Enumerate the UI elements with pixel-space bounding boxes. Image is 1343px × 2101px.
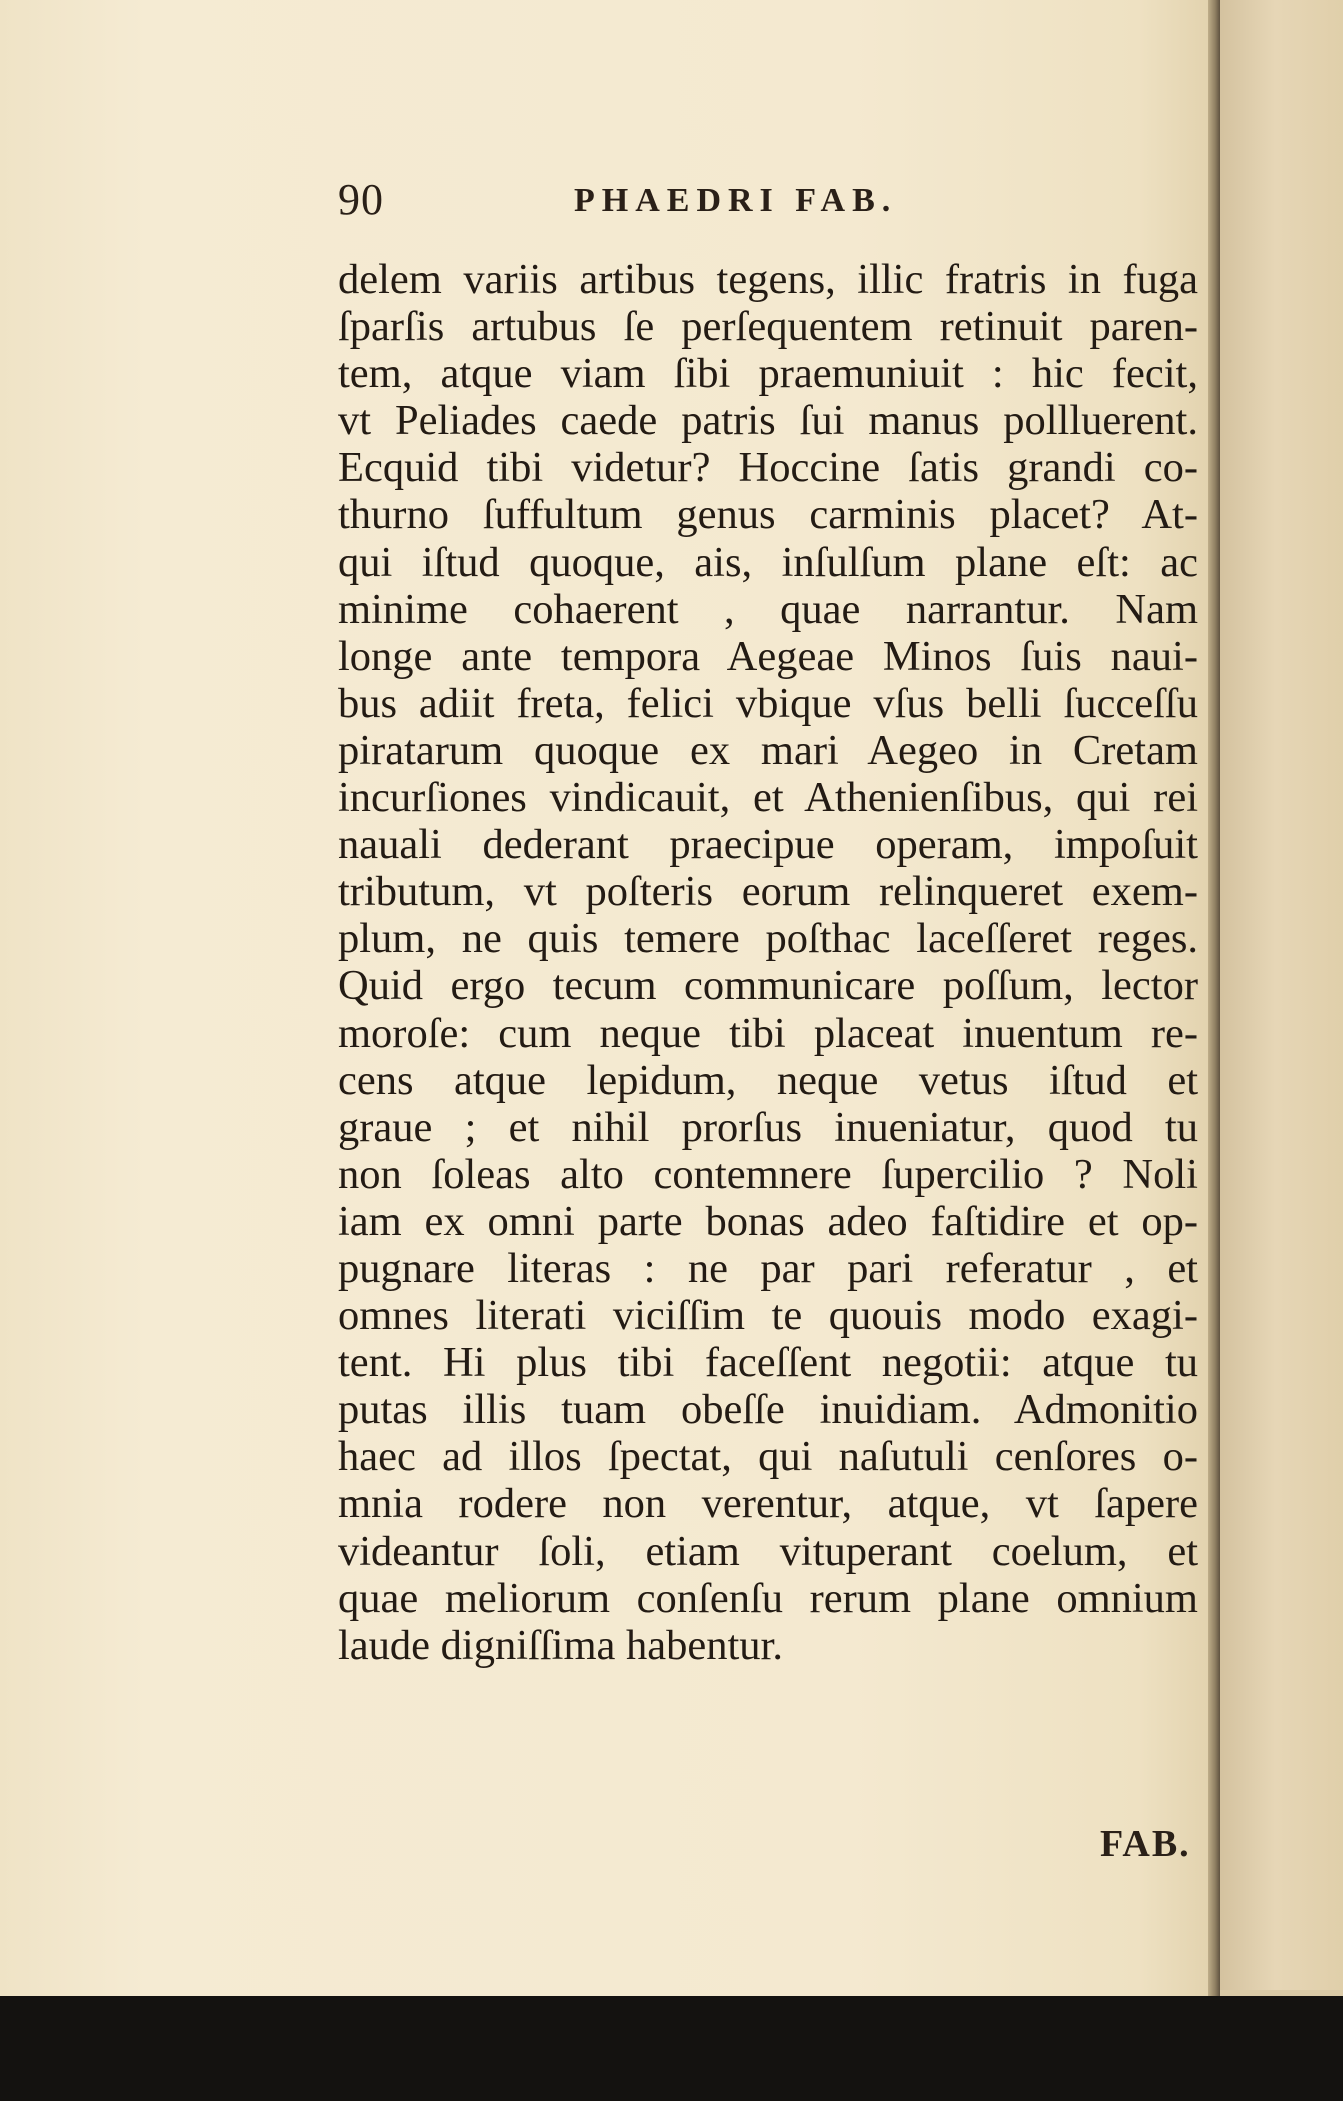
- text-line: laude digniſſima habentur.: [338, 1621, 783, 1669]
- text-line: moroſe: cum neque tibi placeat inuentum re-: [338, 1009, 1198, 1057]
- catchword: FAB.: [1100, 1823, 1191, 1865]
- show-through-texture: [340, 1770, 840, 1880]
- page-gutter-shadow: [1208, 0, 1220, 2000]
- text-line: non ſoleas alto contemnere ſupercilio ? Noli: [338, 1150, 1198, 1198]
- text-line: quae meliorum conſenſu rerum plane omnium: [338, 1574, 1198, 1622]
- text-line: piratarum quoque ex mari Aegeo in Cretam: [338, 726, 1198, 774]
- page-number: 90: [338, 175, 384, 224]
- text-line: nauali dederant praecipue operam, impoſuit: [338, 821, 1198, 869]
- body-text: [338, 256, 1198, 1669]
- text-line: thurno ſuffultum genus carminis placet? At-: [338, 491, 1198, 539]
- text-line: delem variis artibus tegens, illic fratris in fuga: [338, 256, 1198, 303]
- text-line: iam ex omni parte bonas adeo faſtidire et op-: [338, 1197, 1198, 1245]
- text-line: Ecquid tibi videtur? Hoccine ſatis grandi co-: [338, 444, 1198, 492]
- text-line: haec ad illos ſpectat, qui naſutuli cenſores o-: [338, 1433, 1198, 1481]
- running-title: PHAEDRI FAB.: [574, 182, 898, 219]
- background-shadow: [0, 1996, 1343, 2101]
- text-line: graue ; et nihil prorſus inueniatur, quod tu: [338, 1103, 1198, 1151]
- text-line: qui iſtud quoque, ais, inſulſum plane eſt: ac: [338, 538, 1198, 586]
- text-line: putas illis tuam obeſſe inuidiam. Admonitio: [338, 1386, 1198, 1434]
- text-line: pugnare literas : ne par pari referatur , et: [338, 1244, 1198, 1292]
- text-line: tem, atque viam ſibi praemuniuit : hic fecit,: [338, 350, 1198, 398]
- text-line: Quid ergo tecum communicare poſſum, lector: [338, 962, 1198, 1010]
- text-line: longe ante tempora Aegeae Minos ſuis naui-: [338, 632, 1198, 680]
- text-line: mnia rodere non verentur, atque, vt ſapere: [338, 1480, 1198, 1528]
- text-line: tent. Hi plus tibi faceſſent negotii: atque tu: [338, 1339, 1198, 1387]
- text-line: cens atque lepidum, neque vetus iſtud et: [338, 1056, 1198, 1104]
- text-line: ſparſis artubus ſe perſequentem retinuit paren-: [338, 303, 1198, 351]
- text-line: omnes literati viciſſim te quouis modo exagi-: [338, 1292, 1198, 1340]
- page-header: [338, 174, 978, 234]
- text-line: videantur ſoli, etiam vituperant coelum, et: [338, 1527, 1198, 1575]
- text-line: vt Peliades caede patris ſui manus pollluerent.: [338, 397, 1198, 445]
- text-line: plum, ne quis temere poſthac laceſſeret reges.: [338, 915, 1198, 963]
- text-line: tributum, vt poſteris eorum relinqueret exem-: [338, 868, 1198, 916]
- text-line: bus adiit freta, felici vbique vſus belli ſucceſſu: [338, 679, 1198, 727]
- right-page-edge: [1220, 0, 1343, 1990]
- text-line: incurſiones vindicauit, et Athenienſibus, qui rei: [338, 774, 1198, 822]
- text-line: minime cohaerent , quae narrantur. Nam: [338, 585, 1198, 633]
